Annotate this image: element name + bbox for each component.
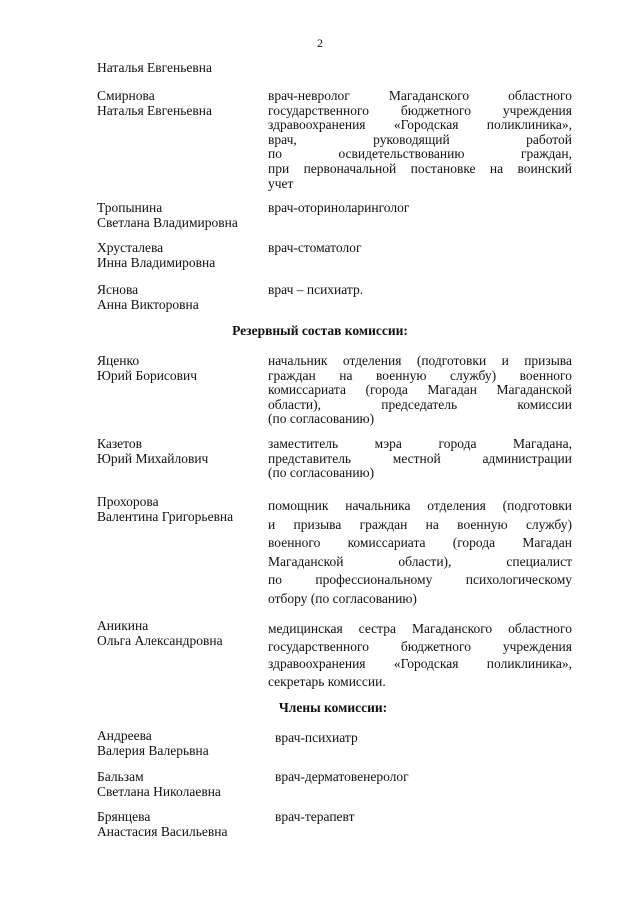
commission-member-role: врач-дерматовенеролог (275, 769, 409, 784)
member-name: Тропынина Светлана Владимировна (97, 200, 238, 230)
member-name: Хрусталева Инна Владимировна (97, 240, 216, 270)
member-role: врач-стоматолог (268, 240, 362, 255)
reserve-heading: Резервный состав комиссии: (232, 323, 408, 338)
commission-member-role: врач-терапевт (275, 809, 355, 824)
reserve-member-name: Казетов Юрий Михайлович (97, 436, 209, 466)
reserve-member-name: Яценко Юрий Борисович (97, 353, 198, 383)
reserve-member-role: заместитель мэра города Магадана, представитель местной администрации (по согласованию) (268, 436, 572, 481)
commission-member-role: врач-психиатр (275, 730, 358, 745)
commission-member-name: Андреева Валерия Валерьвна (97, 728, 209, 758)
member-name: Яснова Анна Викторовна (97, 282, 199, 312)
members-heading: Члены комиссии: (278, 700, 388, 715)
member-role: врач-оториноларинголог (268, 200, 410, 215)
member-name: Смирнова Наталья Евгеньевна (97, 88, 212, 118)
commission-member-name: Брянцева Анастасия Васильевна (97, 809, 228, 839)
member-role: врач-невролог Магаданского областного государственного бюджетного учреждения здравоохранения «Городская поликлиника», врач, руководящий работой по освидетельствованию граждан, при первоначальной постановке на воинский учет (268, 88, 572, 191)
reserve-member-role: помощник начальника отделения (подготовки и призыва граждан на военную службу) военного комиссариата (города Магадан Магаданской области), специалист по профессиональному психологическому отбору (по согласованию) (268, 498, 572, 606)
reserve-member-role: начальник отделения (подготовки и призыва граждан на военную службу) военного комиссариата (города Магадан Магаданской области), председатель комиссии (по согласованию) (268, 353, 572, 427)
member-role: врач – психиатр. (268, 282, 364, 297)
reserve-member-name: Аникина Ольга Александровна (97, 618, 223, 648)
reserve-member-role: медицинская сестра Магаданского областного государственного бюджетного учреждения здравоохранения «Городская поликлиника», секретарь комиссии. (268, 621, 572, 689)
commission-member-name: Бальзам Светлана Николаевна (97, 769, 221, 799)
page-number: 2 (317, 36, 323, 50)
reserve-member-name: Прохорова Валентина Григорьевна (97, 494, 234, 524)
continued-name: Наталья Евгеньевна (97, 60, 212, 75)
